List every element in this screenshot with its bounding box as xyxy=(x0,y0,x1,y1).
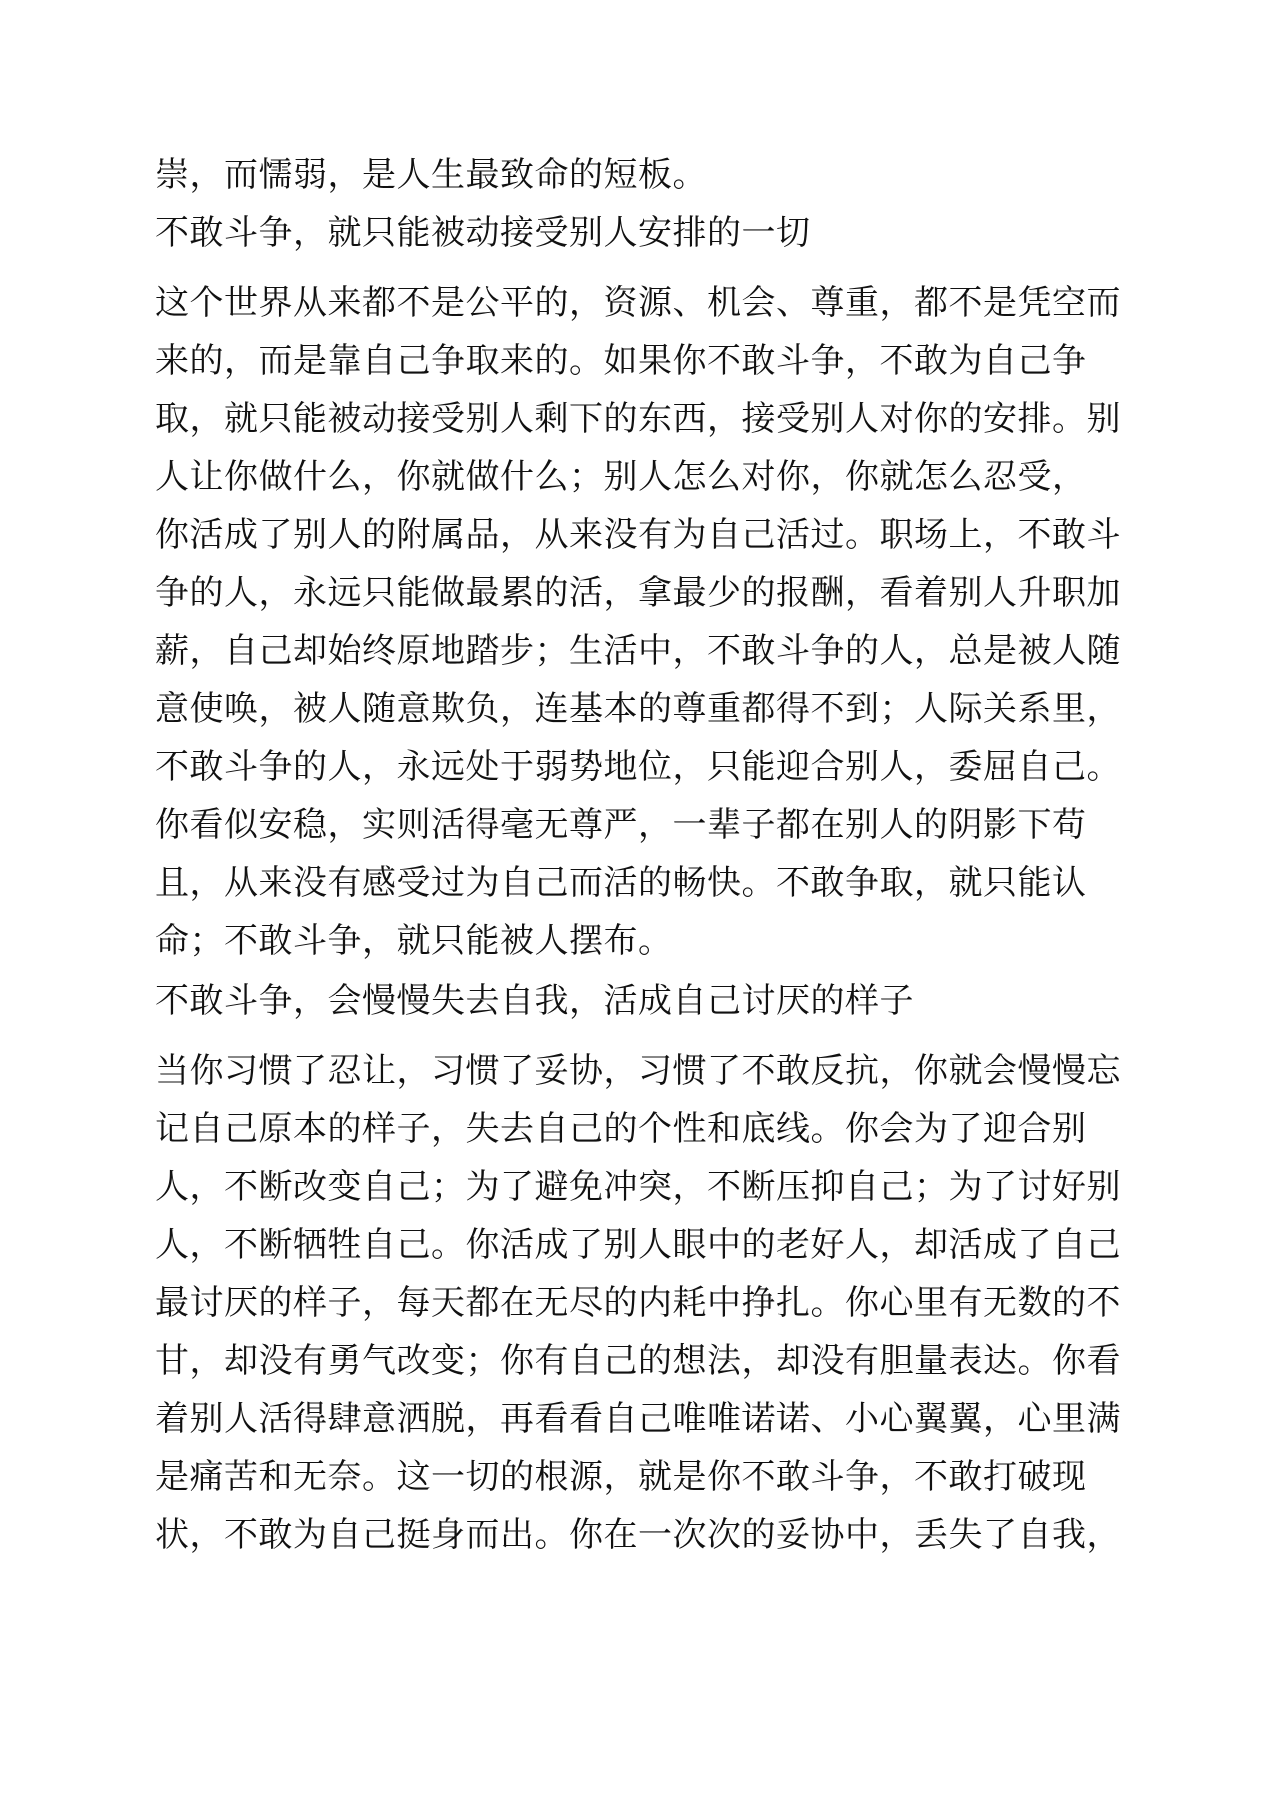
paragraph-line: 最讨厌的样子，每天都在无尽的内耗中挣扎。你心里有无数的不 xyxy=(155,1283,1121,1323)
paragraph-line: 甘，却没有勇气改变；你有自己的想法，却没有胆量表达。你看 xyxy=(155,1341,1121,1381)
paragraph-line: 记自己原本的样子，失去自己的个性和底线。你会为了迎合别 xyxy=(155,1109,1087,1149)
paragraph-line: 取，就只能被动接受别人剩下的东西，接受别人对你的安排。别 xyxy=(155,399,1121,439)
paragraph-line: 薪，自己却始终原地踏步；生活中，不敢斗争的人，总是被人随 xyxy=(155,631,1121,671)
paragraph-line: 意使唤，被人随意欺负，连基本的尊重都得不到；人际关系里， xyxy=(155,689,1121,729)
paragraph-line: 当你习惯了忍让，习惯了妥协，习惯了不敢反抗，你就会慢慢忘 xyxy=(155,1051,1121,1091)
paragraph-line: 争的人，永远只能做最累的活，拿最少的报酬，看着别人升职加 xyxy=(155,573,1121,613)
paragraph-line: 且，从来没有感受过为自己而活的畅快。不敢争取，就只能认 xyxy=(155,863,1087,903)
paragraph-line: 命；不敢斗争，就只能被人摆布。 xyxy=(155,921,673,961)
paragraph-line: 不敢斗争的人，永远处于弱势地位，只能迎合别人，委屈自己。 xyxy=(155,747,1121,787)
section-heading: 不敢斗争，会慢慢失去自我，活成自己讨厌的样子 xyxy=(155,981,914,1021)
paragraph-line: 你活成了别人的附属品，从来没有为自己活过。职场上，不敢斗 xyxy=(155,515,1121,555)
paragraph-line: 人，不断牺牲自己。你活成了别人眼中的老好人，却活成了自己 xyxy=(155,1225,1121,1265)
document-body xyxy=(155,146,1135,1564)
paragraph-line: 是痛苦和无奈。这一切的根源，就是你不敢斗争，不敢打破现 xyxy=(155,1457,1087,1497)
paragraph-line: 来的，而是靠自己争取来的。如果你不敢斗争，不敢为自己争 xyxy=(155,341,1087,381)
paragraph-line: 你看似安稳，实则活得毫无尊严，一辈子都在别人的阴影下苟 xyxy=(155,805,1087,845)
section-heading: 不敢斗争，就只能被动接受别人安排的一切 xyxy=(155,213,811,253)
paragraph-line: 着别人活得肆意洒脱，再看看自己唯唯诺诺、小心翼翼，心里满 xyxy=(155,1399,1121,1439)
paragraph-line: 崇，而懦弱，是人生最致命的短板。 xyxy=(155,155,707,195)
paragraph-line: 人，不断改变自己；为了避免冲突，不断压抑自己；为了讨好别 xyxy=(155,1167,1121,1207)
paragraph-line: 状，不敢为自己挺身而出。你在一次次的妥协中，丢失了自我， xyxy=(155,1515,1121,1555)
paragraph-line: 这个世界从来都不是公平的，资源、机会、尊重，都不是凭空而 xyxy=(155,283,1121,323)
paragraph-line: 人让你做什么，你就做什么；别人怎么对你，你就怎么忍受， xyxy=(155,457,1087,497)
